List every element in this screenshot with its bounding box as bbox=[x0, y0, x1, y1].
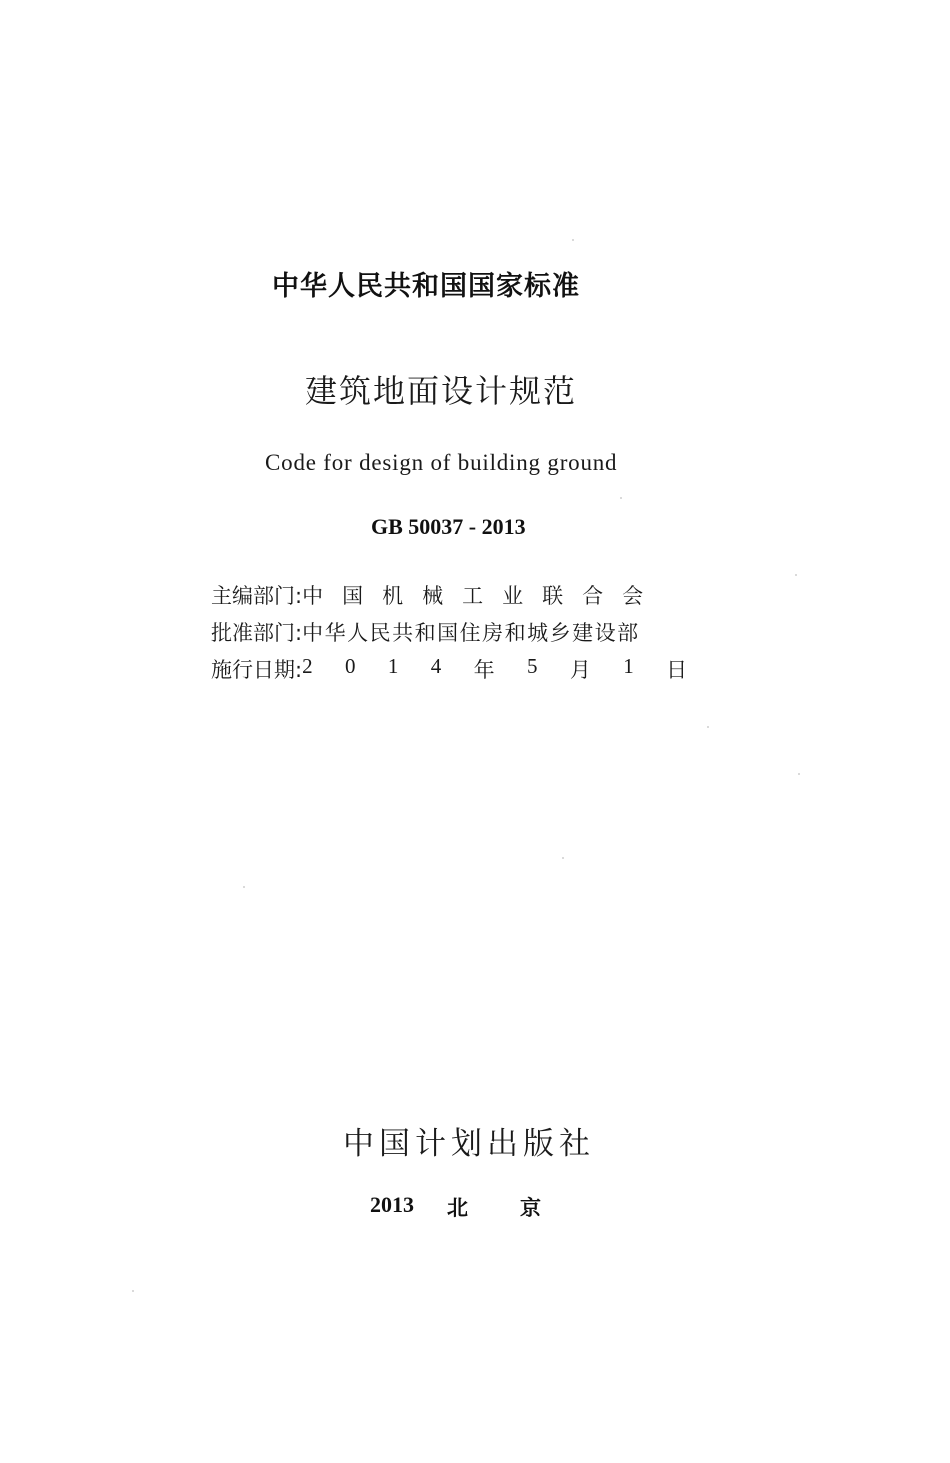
effective-date-label: 施行日期: bbox=[211, 658, 303, 682]
scan-speck bbox=[620, 497, 622, 499]
scan-speck bbox=[562, 857, 564, 859]
standard-number: GB 50037 - 2013 bbox=[371, 514, 526, 539]
title-chinese: 建筑地面设计规范 bbox=[305, 372, 578, 410]
editor-row bbox=[211, 580, 662, 610]
effective-date-row bbox=[211, 654, 687, 684]
date-char: 4 bbox=[430, 654, 442, 678]
date-char: 年 bbox=[473, 658, 495, 682]
scan-speck bbox=[572, 239, 574, 241]
scan-speck bbox=[243, 886, 245, 888]
title-english: Code for design of building ground bbox=[265, 450, 618, 475]
date-char: 1 bbox=[623, 654, 634, 678]
publication-city: 北京 bbox=[447, 1196, 593, 1220]
date-char: 月 bbox=[569, 658, 591, 682]
publication-year: 2013 bbox=[370, 1192, 414, 1217]
scan-speck bbox=[798, 773, 800, 775]
series-title: 中华人民共和国国家标准 bbox=[272, 271, 580, 302]
scan-speck bbox=[132, 1290, 134, 1292]
date-char: 日 bbox=[666, 658, 688, 682]
date-char: 1 bbox=[387, 654, 399, 678]
publisher-name: 中国计划出版社 bbox=[343, 1126, 595, 1162]
scan-speck bbox=[707, 726, 709, 728]
date-char: 5 bbox=[526, 654, 538, 678]
scan-speck bbox=[795, 574, 797, 576]
date-char: 2 bbox=[302, 654, 313, 678]
effective-date-value bbox=[302, 654, 687, 684]
editor-value: 中国机械工业联合会 bbox=[302, 584, 663, 608]
approver-label: 批准部门: bbox=[211, 621, 303, 645]
date-char: 0 bbox=[344, 654, 356, 678]
editor-label: 主编部门: bbox=[211, 584, 303, 608]
approver-row bbox=[211, 617, 640, 647]
approver-value: 中华人民共和国住房和城乡建设部 bbox=[302, 621, 640, 645]
